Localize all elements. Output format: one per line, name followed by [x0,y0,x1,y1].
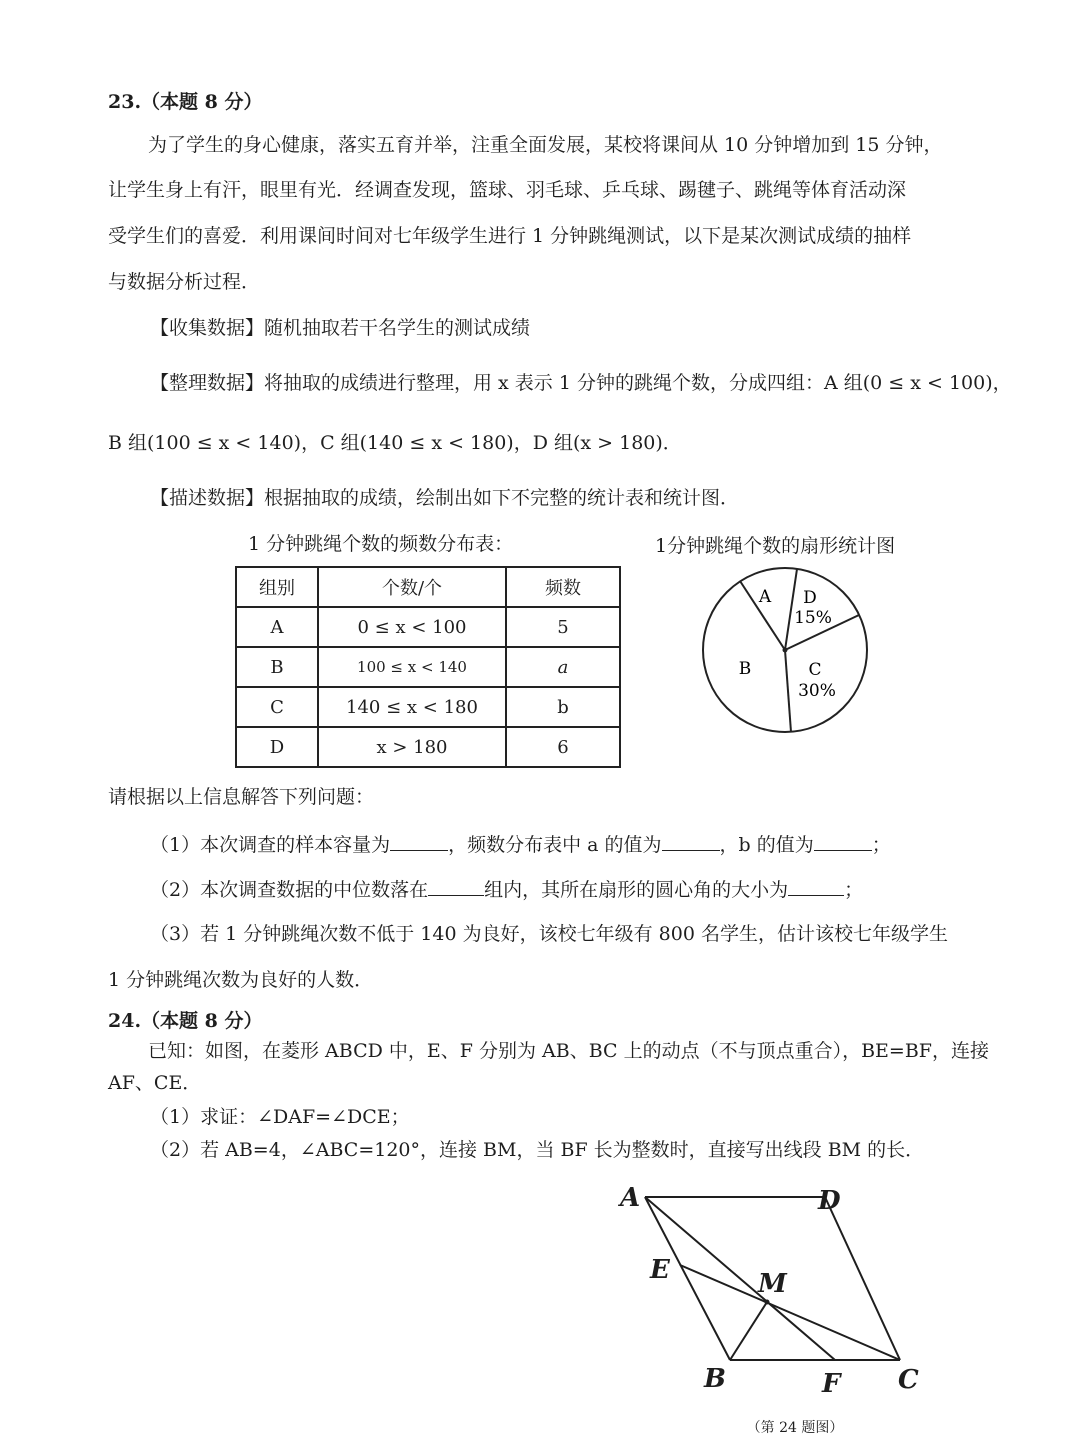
vertex-label-a: A [620,1183,641,1213]
answer-blank-b[interactable] [814,832,872,851]
pie-center [783,648,788,653]
q23-describe-data: 【描述数据】根据抽取的成绩，绘制出如下不完整的统计表和统计图． [150,487,740,509]
pie-pct-c: 30% [798,681,836,701]
pie-title: 1分钟跳绳个数的扇形统计图 [655,535,896,557]
q23-part-2-text: （2）本次调查数据的中位数落在 [150,879,429,901]
q24-text-line-1: 已知：如图，在菱形 ABCD 中，E、F 分别为 AB、BC 上的动点（不与顶点重合），BE=BF，连接 [148,1040,989,1062]
table-cell: 5 [506,607,620,647]
answer-blank-median-group[interactable] [428,877,484,896]
answer-blank-sample-size[interactable] [390,832,448,851]
pie-label-b: B [738,659,752,679]
q23-part-1 [150,832,891,857]
pie-divider-c-b [785,650,791,732]
table-cell: x > 180 [318,727,506,767]
q24-part-1: （1）求证：∠DAF=∠DCE； [150,1106,410,1128]
q24-text-line-2: AF、CE． [108,1072,202,1094]
point-label-m: M [758,1269,787,1299]
table-header-cell: 个数/个 [318,567,506,607]
table-cell: 6 [506,727,620,767]
q23-intro-line-2: 让学生身上有汗，眼里有光．经调查发现，篮球、羽毛球、乒乓球、踢毽子、跳绳等体育活动深 [108,179,907,201]
q23-collect-data: 【收集数据】随机抽取若干名学生的测试成绩 [150,317,531,339]
q23-part-1-text: （1）本次调查的样本容量为 [150,834,391,856]
table-cell: a [506,647,620,687]
table-row [236,607,620,647]
rhombus-figure [600,1170,940,1440]
answer-blank-a[interactable] [662,832,720,851]
q23-part-2 [150,877,863,902]
pie-label-d: D [803,588,817,608]
table-title: 1 分钟跳绳个数的频数分布表： [248,533,514,555]
table-header-row [236,567,620,607]
q23-part-1-text: ，b 的值为 [719,834,814,856]
q24-header: 24.（本题 8 分） [108,1010,263,1032]
answer-blank-angle[interactable] [788,877,844,896]
pie-pct-d: 15% [794,608,832,628]
table-cell: 140 ≤ x < 180 [318,687,506,727]
table-cell: 100 ≤ x < 140 [318,647,506,687]
table-cell: D [236,727,318,767]
vertex-label-b: B [704,1364,726,1394]
table-header-cell: 频数 [506,567,620,607]
pie-chart [695,560,875,740]
pie-label-a: A [758,587,772,607]
table-cell: b [506,687,620,727]
q23-prompt: 请根据以上信息解答下列问题： [108,786,375,808]
table-cell: B [236,647,318,687]
q23-intro-line-1: 为了学生的身心健康，落实五育并举，注重全面发展，某校将课间从 10 分钟增加到 15 分钟， [148,134,943,156]
frequency-table [235,566,621,768]
segment-ec [680,1265,900,1360]
table-row [236,687,620,727]
point-label-f: F [822,1369,841,1399]
q23-part-1-text: ； [871,834,891,856]
segment-dc [825,1197,900,1360]
point-label-e: E [650,1255,670,1285]
q23-intro-line-3: 受学生们的喜爱．利用课间时间对七年级学生进行 1 分钟跳绳测试，以下是某次测试成绩的抽样 [108,225,912,247]
segment-af [645,1197,835,1360]
table-header-cell: 组别 [236,567,318,607]
q23-part-3-line-2: 1 分钟跳绳次数为良好的人数． [108,969,374,991]
pie-label-c: C [808,660,822,680]
table-cell: C [236,687,318,727]
q23-part-3-line-1: （3）若 1 分钟跳绳次数不低于 140 为良好，该校七年级有 800 名学生，估计该校七年级学生 [150,923,948,945]
q24-part-2: （2）若 AB=4，∠ABC=120°，连接 BM，当 BF 长为整数时，直接写出线段 BM 的长． [150,1139,925,1161]
q23-intro-line-4: 与数据分析过程． [108,271,261,293]
table-cell: A [236,607,318,647]
figure-caption: （第 24 题图） [746,1420,844,1436]
q23-organize-line-2: B 组(100 ≤ x < 140)，C 组(140 ≤ x < 180)，D 组(x > 180)． [108,432,682,454]
q23-part-2-text: ； [844,879,864,901]
vertex-label-d: D [818,1186,841,1216]
q23-organize-line-1: 【整理数据】将抽取的成绩进行整理，用 x 表示 1 分钟的跳绳个数，分成四组：A 组(0 ≤ x < 100)， [150,372,1012,394]
table-row [236,727,620,767]
q23-part-1-text: ，频数分布表中 a 的值为 [448,834,662,856]
table-row [236,647,620,687]
table-cell: 0 ≤ x < 100 [318,607,506,647]
q23-part-2-text: 组内，其所在扇形的圆心角的大小为 [484,879,789,901]
segment-bm [730,1302,767,1360]
q23-header: 23.（本题 8 分） [108,91,263,113]
vertex-label-c: C [898,1365,919,1395]
point-m [765,1300,770,1305]
